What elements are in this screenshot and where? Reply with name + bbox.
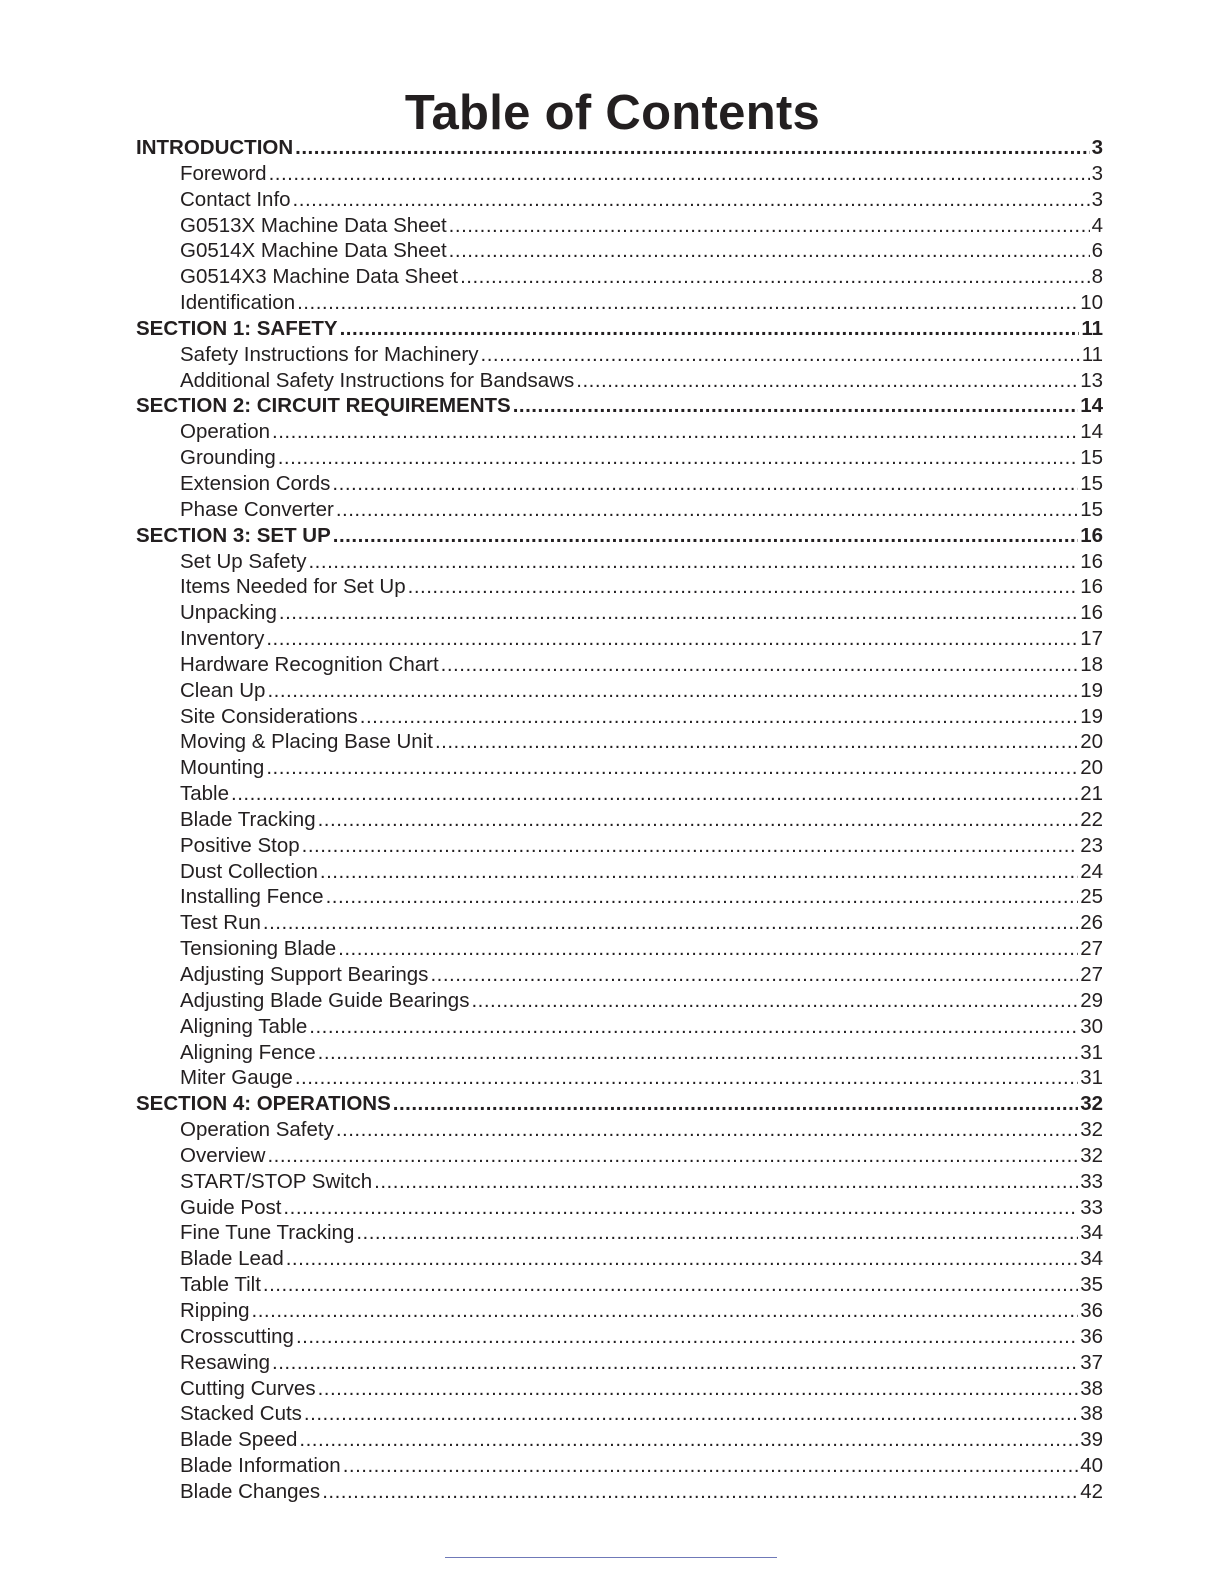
dot-leader <box>318 1040 1079 1066</box>
toc-entry-page-number: 19 <box>1080 704 1103 728</box>
dot-leader <box>267 1143 1078 1169</box>
toc-entry-label: Foreword <box>180 161 267 185</box>
toc-entry-label: Table Tilt <box>180 1273 261 1297</box>
toc-entry-label: Table <box>180 782 230 806</box>
dot-leader <box>318 807 1079 833</box>
toc-item-entry[interactable] <box>136 755 1103 781</box>
toc-item-entry[interactable] <box>136 1246 1103 1272</box>
dot-leader <box>309 1014 1078 1040</box>
toc-item-entry[interactable] <box>136 1298 1103 1324</box>
dot-leader <box>231 781 1078 807</box>
toc-item-entry[interactable] <box>136 678 1103 704</box>
toc-entry-label: Ripping <box>180 1298 250 1322</box>
toc-entry-label: Extension Cords <box>180 471 331 495</box>
toc-item-entry[interactable] <box>136 574 1103 600</box>
toc-item-entry[interactable] <box>136 445 1103 471</box>
dot-leader <box>449 238 1090 264</box>
toc-item-entry[interactable] <box>136 807 1103 833</box>
toc-entry-page-number: 42 <box>1080 1479 1103 1503</box>
dot-leader <box>304 1401 1078 1427</box>
toc-item-entry[interactable] <box>136 1324 1103 1350</box>
dot-leader <box>272 1350 1078 1376</box>
dot-leader <box>408 574 1079 600</box>
dot-leader <box>266 626 1078 652</box>
toc-entry-label: Operation Safety <box>180 1118 334 1142</box>
toc-entry-page-number: 38 <box>1080 1402 1103 1426</box>
dot-leader <box>283 1195 1078 1221</box>
toc-section-entry[interactable] <box>136 316 1103 342</box>
toc-entry-page-number: 36 <box>1080 1298 1103 1322</box>
toc-entry-label: Blade Speed <box>180 1428 298 1452</box>
dot-leader <box>340 316 1080 342</box>
toc-item-entry[interactable] <box>136 988 1103 1014</box>
toc-entry-label: Blade Information <box>180 1454 341 1478</box>
dot-leader <box>266 755 1078 781</box>
toc-entry-label: Phase Converter <box>180 497 334 521</box>
toc-item-entry[interactable] <box>136 600 1103 626</box>
toc-entry-page-number: 40 <box>1080 1454 1103 1478</box>
toc-entry-label: Positive Stop <box>180 833 300 857</box>
toc-item-entry[interactable] <box>136 368 1103 394</box>
toc-entry-label: Contact Info <box>180 187 291 211</box>
toc-entry-label: SECTION 1: SAFETY <box>136 316 338 340</box>
toc-entry-page-number: 3 <box>1091 161 1103 185</box>
toc-entry-label: SECTION 4: OPERATIONS <box>136 1092 391 1116</box>
toc-item-entry[interactable] <box>136 290 1103 316</box>
toc-section-entry[interactable] <box>136 393 1103 419</box>
toc-entry-page-number: 32 <box>1080 1092 1103 1116</box>
toc-item-entry[interactable] <box>136 884 1103 910</box>
dot-leader <box>360 704 1078 730</box>
dot-leader <box>481 342 1080 368</box>
toc-entry-page-number: 33 <box>1080 1195 1103 1219</box>
toc-entry-label: Clean Up <box>180 678 266 702</box>
toc-entry-label: G0513X Machine Data Sheet <box>180 213 447 237</box>
toc-item-entry[interactable] <box>136 238 1103 264</box>
toc-entry-label: SECTION 3: SET UP <box>136 523 331 547</box>
toc-entry-page-number: 19 <box>1080 678 1103 702</box>
dot-leader <box>322 1479 1078 1505</box>
toc-entry-page-number: 39 <box>1080 1428 1103 1452</box>
dot-leader <box>295 1065 1078 1091</box>
toc-entry-page-number: 38 <box>1080 1376 1103 1400</box>
toc-entry-page-number: 20 <box>1080 756 1103 780</box>
toc-item-entry[interactable] <box>136 549 1103 575</box>
toc-entry-page-number: 22 <box>1080 807 1103 831</box>
toc-entry-page-number: 6 <box>1091 239 1103 263</box>
dot-leader <box>296 1324 1078 1350</box>
dot-leader <box>272 419 1078 445</box>
toc-entry-label: Site Considerations <box>180 704 358 728</box>
toc-entry-page-number: 21 <box>1080 782 1103 806</box>
dot-leader <box>336 1117 1078 1143</box>
toc-entry-page-number: 34 <box>1080 1221 1103 1245</box>
toc-entry-page-number: 16 <box>1080 575 1103 599</box>
toc-entry-page-number: 8 <box>1091 265 1103 289</box>
toc-entry-page-number: 4 <box>1091 213 1103 237</box>
toc-entry-page-number: 14 <box>1080 394 1103 418</box>
toc-item-entry[interactable] <box>136 781 1103 807</box>
dot-leader <box>267 678 1078 704</box>
toc-entry-label: Mounting <box>180 756 265 780</box>
toc-item-entry[interactable] <box>136 859 1103 885</box>
toc-entry-label: Overview <box>180 1143 266 1167</box>
dot-leader <box>513 393 1078 419</box>
dot-leader <box>356 1220 1078 1246</box>
toc-entry-page-number: 10 <box>1080 291 1103 315</box>
toc-entry-page-number: 3 <box>1091 187 1103 211</box>
toc-entry-page-number: 25 <box>1080 885 1103 909</box>
dot-leader <box>332 471 1078 497</box>
dot-leader <box>326 884 1079 910</box>
toc-entry-label: SECTION 2: CIRCUIT REQUIREMENTS <box>136 394 511 418</box>
toc-entry-label: Tensioning Blade <box>180 937 337 961</box>
dot-leader <box>393 1091 1078 1117</box>
toc-section-entry[interactable] <box>136 135 1103 161</box>
toc-item-entry[interactable] <box>136 1350 1103 1376</box>
toc-entry-page-number: 27 <box>1080 963 1103 986</box>
toc-item-entry[interactable] <box>136 936 1103 962</box>
dot-leader <box>295 135 1089 161</box>
toc-entry-page-number: 29 <box>1080 988 1103 1012</box>
toc-item-entry[interactable] <box>136 1376 1103 1402</box>
table-of-contents <box>136 135 1103 1505</box>
toc-item-entry[interactable] <box>136 1453 1103 1479</box>
toc-section-entry[interactable] <box>136 1091 1103 1117</box>
toc-entry-page-number: 11 <box>1081 316 1103 340</box>
toc-entry-label: Grounding <box>180 446 276 470</box>
toc-item-entry[interactable] <box>136 704 1103 730</box>
toc-entry-page-number: 15 <box>1080 446 1103 470</box>
toc-entry-page-number: 17 <box>1080 627 1103 651</box>
dot-leader <box>263 1272 1078 1298</box>
toc-entry-label: Blade Tracking <box>180 807 316 831</box>
dot-leader <box>308 549 1078 575</box>
toc-item-entry[interactable] <box>136 1065 1103 1091</box>
toc-entry-page-number: 33 <box>1080 1169 1103 1193</box>
dot-leader <box>320 859 1078 885</box>
toc-entry-page-number: 36 <box>1080 1324 1103 1348</box>
dot-leader <box>471 988 1078 1014</box>
toc-entry-page-number: 15 <box>1080 471 1103 495</box>
toc-entry-label: Fine Tune Tracking <box>180 1221 355 1245</box>
toc-entry-page-number: 20 <box>1080 730 1103 754</box>
toc-item-entry[interactable] <box>136 626 1103 652</box>
toc-entry-page-number: 31 <box>1080 1040 1103 1064</box>
toc-entry-label: G0514X Machine Data Sheet <box>180 239 447 263</box>
dot-leader <box>343 1453 1079 1479</box>
footer-divider <box>445 1557 777 1558</box>
dot-leader <box>263 910 1078 936</box>
toc-entry-label: Inventory <box>180 627 265 651</box>
toc-entry-page-number: 15 <box>1080 497 1103 521</box>
toc-item-entry[interactable] <box>136 1117 1103 1143</box>
toc-entry-page-number: 32 <box>1080 1118 1103 1142</box>
dot-leader <box>279 600 1078 626</box>
toc-entry-label: Installing Fence <box>180 885 324 909</box>
toc-entry-label: Unpacking <box>180 601 277 625</box>
toc-entry-label: START/STOP Switch <box>180 1169 373 1193</box>
toc-item-entry[interactable] <box>136 833 1103 859</box>
toc-entry-label: Dust Collection <box>180 859 318 883</box>
toc-item-entry[interactable] <box>136 1169 1103 1195</box>
toc-entry-page-number: 37 <box>1080 1350 1103 1374</box>
dot-leader <box>430 962 1078 988</box>
dot-leader <box>302 833 1079 859</box>
dot-leader <box>278 445 1078 471</box>
dot-leader <box>297 290 1078 316</box>
toc-item-entry[interactable] <box>136 264 1103 290</box>
toc-entry-label: Aligning Table <box>180 1014 308 1038</box>
toc-entry-label: Items Needed for Set Up <box>180 575 406 599</box>
toc-entry-label: Resawing <box>180 1350 271 1374</box>
dot-leader <box>269 161 1090 187</box>
dot-leader <box>460 264 1090 290</box>
dot-leader <box>435 729 1078 755</box>
toc-entry-page-number: 34 <box>1080 1247 1103 1271</box>
toc-entry-label: Operation <box>180 420 271 444</box>
toc-entry-page-number: 18 <box>1080 652 1103 676</box>
toc-entry-label: Additional Safety Instructions for Bandsaws <box>180 368 575 392</box>
toc-item-entry[interactable] <box>136 729 1103 755</box>
toc-item-entry[interactable] <box>136 342 1103 368</box>
dot-leader <box>333 523 1078 549</box>
dot-leader <box>286 1246 1078 1272</box>
dot-leader <box>299 1427 1078 1453</box>
dot-leader <box>293 187 1090 213</box>
toc-entry-label: Cutting Curves <box>180 1376 316 1400</box>
dot-leader <box>252 1298 1079 1324</box>
toc-item-entry[interactable] <box>136 1143 1103 1169</box>
toc-entry-page-number: 16 <box>1080 523 1103 547</box>
toc-item-entry[interactable] <box>136 1272 1103 1298</box>
toc-item-entry[interactable] <box>136 419 1103 445</box>
toc-item-entry[interactable] <box>136 910 1103 936</box>
toc-item-entry[interactable] <box>136 1040 1103 1066</box>
dot-leader <box>336 497 1078 523</box>
toc-item-entry[interactable] <box>136 187 1103 213</box>
toc-entry-label: Miter Gauge <box>180 1066 293 1090</box>
toc-entry-label: G0514X3 Machine Data Sheet <box>180 265 459 289</box>
toc-item-entry[interactable] <box>136 1427 1103 1453</box>
toc-item-entry[interactable] <box>136 962 1103 988</box>
toc-entry-label: Test Run <box>180 911 261 935</box>
toc-entry-label: Hardware Recognition Chart <box>180 652 439 676</box>
toc-entry-label: Blade Changes <box>180 1479 321 1503</box>
dot-leader <box>576 368 1078 394</box>
toc-entry-label: Crosscutting <box>180 1324 294 1348</box>
toc-entry-label: Adjusting Support Bearings <box>180 963 429 986</box>
toc-entry-label: Aligning Fence <box>180 1040 316 1064</box>
toc-item-entry[interactable] <box>136 497 1103 523</box>
dot-leader <box>441 652 1079 678</box>
dot-leader <box>449 213 1090 239</box>
toc-entry-label: Identification <box>180 291 296 315</box>
toc-item-entry[interactable] <box>136 471 1103 497</box>
toc-entry-label: Moving & Placing Base Unit <box>180 730 433 754</box>
toc-entry-page-number: 11 <box>1081 342 1103 366</box>
toc-section-entry[interactable] <box>136 523 1103 549</box>
toc-entry-page-number: 13 <box>1080 368 1103 392</box>
toc-entry-page-number: 14 <box>1080 420 1103 444</box>
toc-item-entry[interactable] <box>136 652 1103 678</box>
toc-entry-page-number: 35 <box>1080 1273 1103 1297</box>
dot-leader <box>338 936 1078 962</box>
toc-item-entry[interactable] <box>136 161 1103 187</box>
page-title: Table of Contents <box>404 86 821 140</box>
toc-entry-label: Stacked Cuts <box>180 1402 302 1426</box>
toc-item-entry[interactable] <box>136 213 1103 239</box>
toc-entry-page-number: 3 <box>1091 136 1103 159</box>
toc-entry-label: Blade Lead <box>180 1247 284 1271</box>
dot-leader <box>374 1169 1078 1195</box>
dot-leader <box>318 1376 1079 1402</box>
toc-entry-page-number: 32 <box>1080 1143 1103 1167</box>
toc-entry-page-number: 31 <box>1080 1066 1103 1090</box>
toc-item-entry[interactable] <box>136 1401 1103 1427</box>
toc-item-entry[interactable] <box>136 1014 1103 1040</box>
toc-entry-page-number: 24 <box>1080 859 1103 883</box>
toc-entry-page-number: 16 <box>1080 549 1103 573</box>
toc-entry-label: Guide Post <box>180 1195 282 1219</box>
toc-entry-label: INTRODUCTION <box>136 136 294 159</box>
toc-entry-page-number: 23 <box>1080 833 1103 857</box>
toc-item-entry[interactable] <box>136 1479 1103 1505</box>
toc-item-entry[interactable] <box>136 1195 1103 1221</box>
toc-entry-page-number: 26 <box>1080 911 1103 935</box>
toc-item-entry[interactable] <box>136 1220 1103 1246</box>
toc-entry-page-number: 30 <box>1080 1014 1103 1038</box>
toc-entry-label: Safety Instructions for Machinery <box>180 342 479 366</box>
toc-entry-label: Adjusting Blade Guide Bearings <box>180 988 470 1012</box>
toc-entry-page-number: 16 <box>1080 601 1103 625</box>
toc-entry-page-number: 27 <box>1080 937 1103 961</box>
toc-entry-label: Set Up Safety <box>180 549 307 573</box>
